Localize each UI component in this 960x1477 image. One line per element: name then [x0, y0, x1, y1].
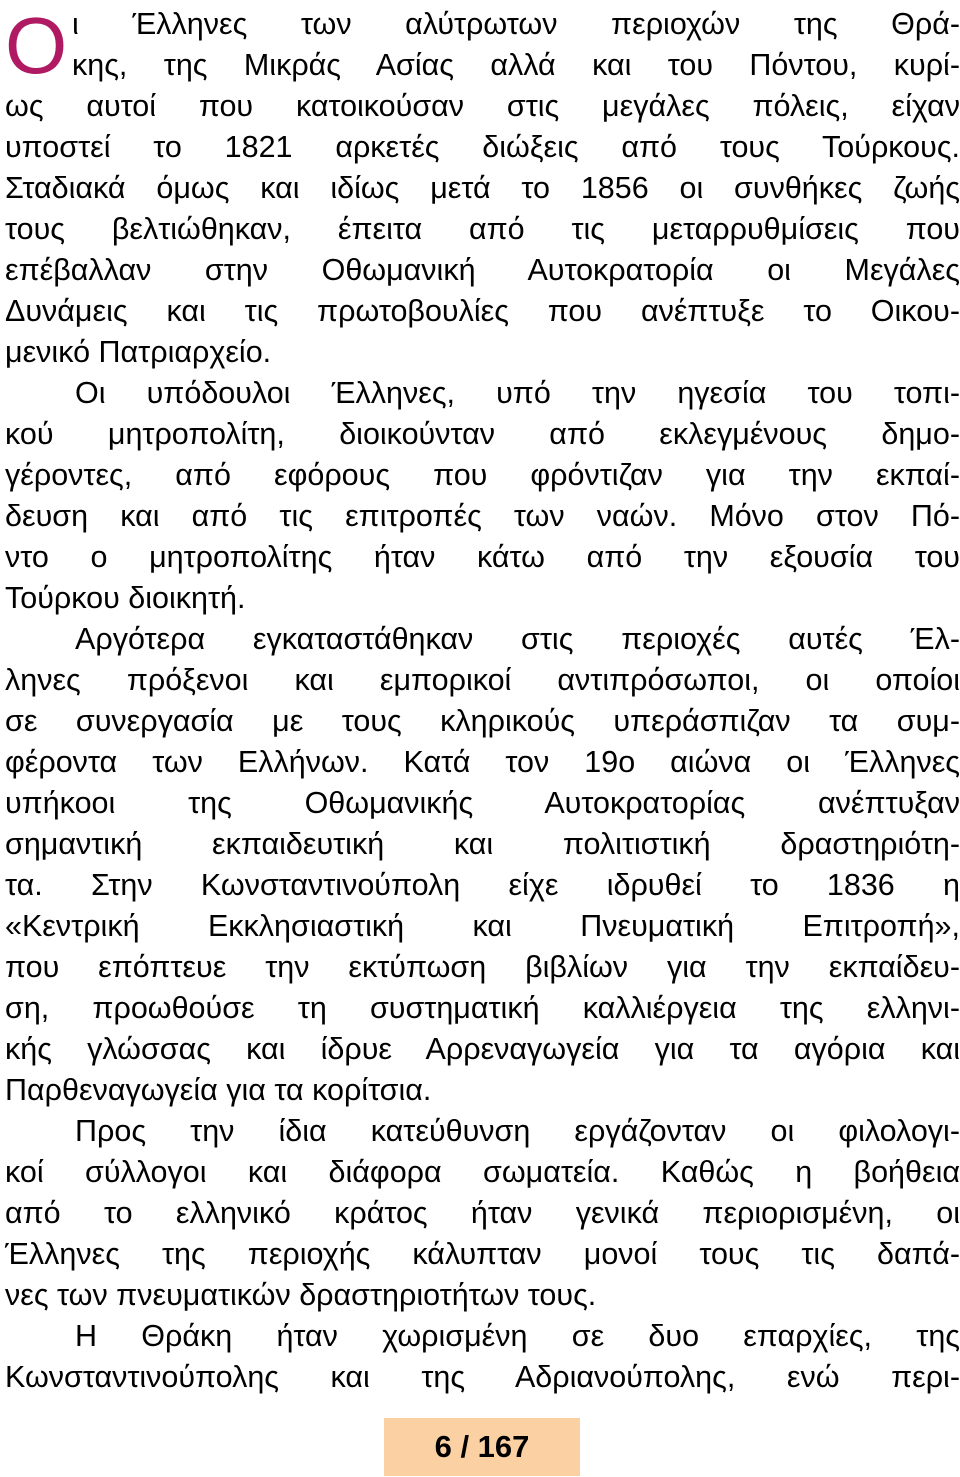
text-line: γέροντες, από εφόρους που φρόντιζαν για την εκπαί-	[5, 458, 960, 492]
text-line: τα. Στην Κωνσταντινούπολη είχε ιδρυθεί το 1836 η	[5, 868, 960, 902]
text-line: σε συνεργασία με τους κληρικούς υπεράσπιζαν τα συμ-	[5, 704, 960, 738]
text-line: Σταδιακά όμως και ιδίως μετά το 1856 οι συνθήκες ζωής	[5, 171, 960, 205]
text-line: υποστεί το 1821 αρκετές διώξεις από τους Τούρκους.	[5, 130, 960, 164]
text-line: ση, προωθούσε τη συστηματική καλλιέργεια της ελληνι-	[5, 991, 960, 1025]
text-line: «Κεντρική Εκκλησιαστική και Πνευματική Επιτροπή»,	[5, 909, 960, 943]
text-line: επέβαλλαν στην Οθωμανική Αυτοκρατορία οι Μεγάλες	[5, 253, 960, 287]
text-line: νες των πνευματικών δραστηριοτήτων τους.	[5, 1278, 597, 1312]
text-line: κης, της Μικράς Ασίας αλλά και του Πόντου, κυρί-	[72, 48, 960, 82]
text-line: ντο ο μητροπολίτης ήταν κάτω από την εξουσία του	[5, 540, 960, 574]
text-line: που επόπτευε την εκτύπωση βιβλίων για την εκπαίδευ-	[5, 950, 960, 984]
text-line: σημαντική εκπαιδευτική και πολιτιστική δραστηριότη-	[5, 827, 960, 861]
text-line: Παρθεναγωγεία για τα κορίτσια.	[5, 1073, 432, 1107]
text-line: Έλληνες της περιοχής κάλυπταν μονοί τους τις δαπά-	[5, 1237, 960, 1271]
text-line: κής γλώσσας και ίδρυε Αρρεναγωγεία για τα αγόρια και	[5, 1032, 960, 1066]
text-line: δευση και από τις επιτροπές των ναών. Μόνο στον Πό-	[5, 499, 960, 533]
text-line: κοί σύλλογοι και διάφορα σωματεία. Καθώς η βοήθεια	[5, 1155, 960, 1189]
text-line: ως αυτοί που κατοικούσαν στις μεγάλες πόλεις, είχαν	[5, 89, 960, 123]
text-line: μενικό Πατριαρχείο.	[5, 335, 272, 369]
text-line: ι Έλληνες των αλύτρωτων περιοχών της Θρά-	[72, 7, 960, 41]
text-line: Τούρκου διοικητή.	[5, 581, 246, 615]
text-line: φέροντα των Ελλήνων. Κατά τον 19ο αιώνα οι Έλληνες	[5, 745, 960, 779]
text-line: από το ελληνικό κράτος ήταν γενικά περιορισμένη, οι	[5, 1196, 960, 1230]
text-line: Αργότερα εγκαταστάθηκαν στις περιοχές αυτές Έλ-	[75, 622, 960, 656]
drop-cap: Ο	[5, 1, 68, 90]
text-line: Προς την ίδια κατεύθυνση εργάζονταν οι φιλολογι-	[75, 1114, 960, 1148]
text-line: υπήκοοι της Οθωμανικής Αυτοκρατορίας ανέπτυξαν	[5, 786, 960, 820]
text-line: Δυνάμεις και τις πρωτοβουλίες που ανέπτυξε το Οικου-	[5, 294, 960, 328]
text-line: τους βελτιώθηκαν, έπειτα από τις μεταρρυθμίσεις που	[5, 212, 960, 246]
text-line: Κωνσταντινούπολης και της Αδριανούπολης, ενώ περι-	[5, 1360, 960, 1394]
text-line: Οι υπόδουλοι Έλληνες, υπό την ηγεσία του τοπι-	[75, 376, 960, 410]
page-counter: 6 / 167	[384, 1418, 580, 1476]
text-line: ληνες πρόξενοι και εμπορικοί αντιπρόσωποι, οι οποίοι	[5, 663, 960, 697]
text-line: κού μητροπολίτη, διοικούνταν από εκλεγμένους δημο-	[5, 417, 960, 451]
text-line: Η Θράκη ήταν χωρισμένη σε δυο επαρχίες, της	[75, 1319, 960, 1353]
